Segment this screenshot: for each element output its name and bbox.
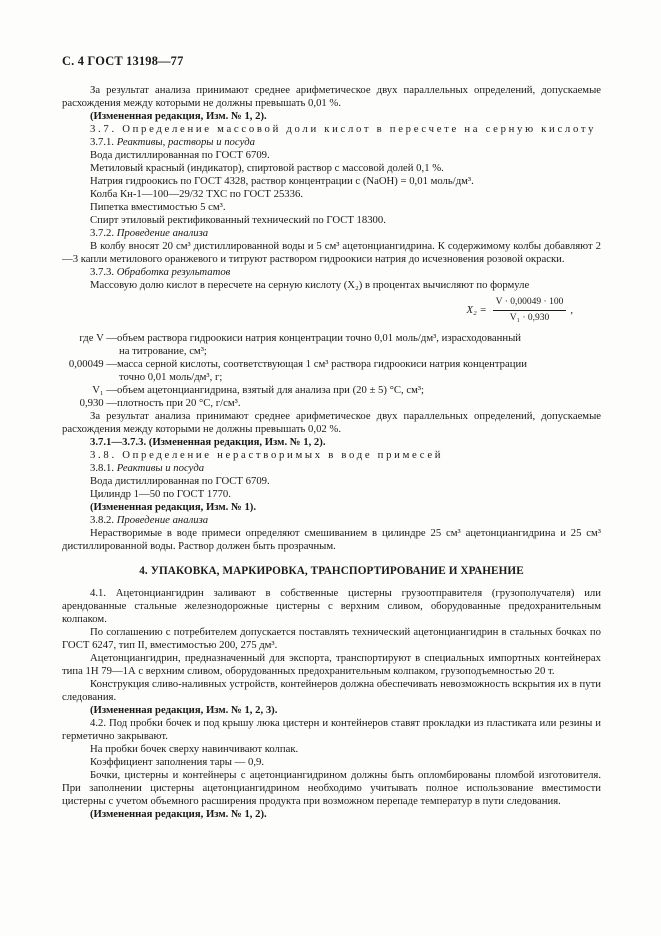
definition-row bbox=[62, 397, 601, 410]
section-number: 3.7.1. bbox=[90, 136, 115, 148]
section-3-8-heading: 3.8. Определение нерастворимых в воде примесей bbox=[90, 449, 444, 461]
procedure-paragraph: Нерастворимые в воде примеси определяют смешиванием в цилиндре 25 см³ ацетонциангидрина и 25 см³ дистиллированной воды. Раствор должен быть прозрачным. bbox=[62, 527, 601, 552]
section-title: Проведение анализа bbox=[116, 514, 209, 526]
section-4-title: 4. УПАКОВКА, МАРКИРОВКА, ТРАНСПОРТИРОВАНИЕ И ХРАНЕНИЕ bbox=[139, 565, 524, 577]
formula-lhs: X₂ = bbox=[466, 303, 487, 316]
variable-definitions bbox=[62, 332, 601, 410]
section-3-8-2-heading bbox=[62, 514, 601, 527]
paragraph-4-1: 4.1. Ацетонциангидрин заливают в собственные цистерны грузоотправителя (грузополучателя) или арендованные стальные железнодорожные цистерны с верхним сливом, оборудованные предохранительным колпаком. bbox=[62, 587, 601, 625]
paragraph: По соглашению с потребителем допускается поставлять технический ацетонциангидрин в стальных бочках по ГОСТ 6247, тип II, вместимостью 200, 275 дм³. bbox=[62, 626, 601, 651]
reagent-item: Вода дистиллированная по ГОСТ 6709. bbox=[90, 475, 270, 487]
edition-note-3: (Измененная редакция, Изм. № 1). bbox=[90, 501, 257, 513]
formula-tail: , bbox=[570, 303, 573, 316]
procedure-paragraph: В колбу вносят 20 см³ дистиллированной воды и 5 см³ ацетонциангидрина. К содержимому колбы добавляют 2—3 капли метилового оранжевого и титруют раствором гидроокиси натрия до исчезновения розовой окраски. bbox=[62, 240, 601, 265]
definition-continuation: на титрование, см³; bbox=[119, 345, 207, 357]
section-3-7-1-heading bbox=[62, 136, 601, 149]
formula-intro: Массовую долю кислот в пересчете на серную кислоту (X₂) в процентах вычисляют по формуле bbox=[90, 279, 530, 291]
section-number: 3.7.2. bbox=[90, 227, 115, 239]
edition-note-1: (Измененная редакция, Изм. № 1, 2). bbox=[90, 110, 267, 122]
definition-row bbox=[62, 384, 601, 397]
definition-row bbox=[62, 332, 601, 358]
definition-continuation: точно 0,01 моль/дм³, г; bbox=[119, 371, 223, 383]
definition-text: масса серной кислоты, соответствующая 1 см³ раствора гидроокиси натрия концентрации точно 0,01 моль/дм³, г; bbox=[117, 358, 527, 383]
definition-label: 0,00049 — bbox=[68, 358, 117, 370]
edition-note-4: (Измененная редакция, Изм. № 1, 2, 3). bbox=[90, 704, 278, 716]
section-3-7-2-heading bbox=[62, 227, 601, 240]
section-title: Проведение анализа bbox=[116, 227, 209, 239]
definition-label: V₁ — bbox=[92, 384, 117, 396]
definition-label: 0,930 — bbox=[79, 397, 117, 409]
definition-text: объем раствора гидроокиси натрия концентрации точно 0,01 моль/дм³, израсходованный на титрование, см³; bbox=[117, 332, 522, 357]
formula-denominator: V₁ · 0,930 bbox=[509, 312, 550, 323]
definition-label: где V — bbox=[79, 332, 117, 344]
section-title: Обработка результатов bbox=[116, 266, 231, 278]
paragraph: Конструкция сливо-наливных устройств, контейнеров должна обеспечивать невозможность вскрытия их в пути следования. bbox=[62, 678, 601, 703]
edition-note-5: (Измененная редакция, Изм. № 1, 2). bbox=[90, 808, 267, 820]
paragraph-4-2: 4.2. Под пробки бочек и под крышу люка цистерн и контейнеров ставят прокладки из пластиката или резины и герметично закрывают. bbox=[62, 717, 601, 742]
definition-text: объем ацетонциангидрина, взятый для анализа при (20 ± 5) °С, см³; bbox=[117, 384, 425, 396]
formula bbox=[62, 294, 573, 326]
section-number: 3.8.2. bbox=[90, 514, 115, 526]
section-3-7-heading: 3.7. Определение массовой доли кислот в пересчете на серную кислоту bbox=[90, 123, 597, 135]
section-title: Реактивы и посуда bbox=[116, 462, 205, 474]
section-3-8-1-heading bbox=[62, 462, 601, 475]
paragraph: На пробки бочек сверху навинчивают колпак. bbox=[90, 743, 299, 755]
document-body bbox=[62, 84, 601, 821]
reagent-item: Пипетка вместимостью 5 см³. bbox=[90, 201, 226, 213]
reagent-item: Спирт этиловый ректификованный технический по ГОСТ 18300. bbox=[90, 214, 386, 226]
paragraph: Бочки, цистерны и контейнеры с ацетонциангидрином должны быть опломбированы пломбой изготовителя. При заполнении цистерны ацетонциангидрином необходимо учитывать полное использование вместимости цистерны с учетом объемного расширения продукта при возможном перепаде температур в пути следования. bbox=[62, 769, 601, 807]
result-paragraph-1: За результат анализа принимают среднее арифметическое двух параллельных определений, допускаемые расхождения между которыми не должны превышать 0,01 %. bbox=[62, 84, 601, 109]
definition-text: плотность при 20 °С, г/см³. bbox=[117, 397, 241, 409]
edition-note-2: 3.7.1—3.7.3. (Измененная редакция, Изм. № 1, 2). bbox=[90, 436, 326, 448]
section-3-7-3-heading bbox=[62, 266, 601, 279]
paragraph: Коэффициент заполнения тары — 0,9. bbox=[90, 756, 265, 768]
result-paragraph-2: За результат анализа принимают среднее арифметическое двух параллельных определений, допускаемые расхождения между которыми не должны превышать 0,02 %. bbox=[62, 410, 601, 435]
reagent-item: Вода дистиллированная по ГОСТ 6709. bbox=[90, 149, 270, 161]
formula-fraction bbox=[493, 296, 567, 325]
reagent-item: Метиловый красный (индикатор), спиртовой раствор с массовой долей 0,1 %. bbox=[90, 162, 444, 174]
section-number: 3.8.1. bbox=[90, 462, 115, 474]
definition-row bbox=[62, 358, 601, 384]
reagent-item: Натрия гидроокись по ГОСТ 4328, раствор концентрации c (NaOH) = 0,01 моль/дм³. bbox=[90, 175, 474, 187]
section-number: 3.7.3. bbox=[90, 266, 115, 278]
page-header: С. 4 ГОСТ 13198—77 bbox=[62, 54, 184, 68]
formula-numerator: V · 0,00049 · 100 bbox=[493, 296, 567, 311]
paragraph: Ацетонциангидрин, предназначенный для экспорта, транспортируют в специальных импортных контейнерах типа 1Н 79—1А с верхним сливом, оборудованных предохранительным колпаком, грузоподъемностью 20 т. bbox=[62, 652, 601, 677]
reagent-item: Колба Кн-1—100—29/32 ТХС по ГОСТ 25336. bbox=[90, 188, 304, 200]
reagent-item: Цилиндр 1—50 по ГОСТ 1770. bbox=[90, 488, 231, 500]
section-title: Реактивы, растворы и посуда bbox=[116, 136, 256, 148]
